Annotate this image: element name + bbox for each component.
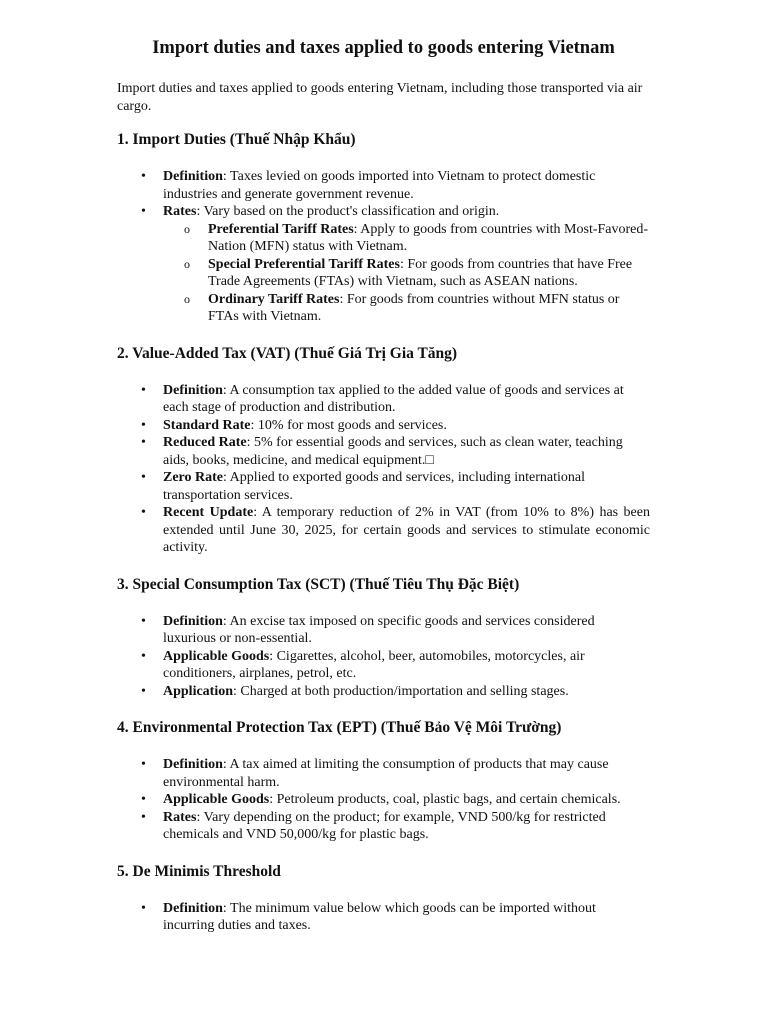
list-item-term: Rates (163, 809, 197, 825)
section-heading-import-duties: 1. Import Duties (Thuế Nhập Khẩu) (117, 131, 356, 148)
sub-list-item-text: : Apply to goods from countries with Most-Favored-Nation (MFN) status with Vietnam. (208, 221, 649, 254)
circle-bullet-icon: o (184, 221, 190, 236)
list-item-text: : A tax aimed at limiting the consumption of products that may cause environmental harm. (163, 757, 609, 790)
list-item (117, 791, 650, 809)
list-item (117, 756, 650, 791)
bullet-icon: • (141, 792, 146, 807)
sub-list-item-text: : For goods from countries without MFN status or FTAs with Vietnam. (208, 291, 620, 324)
section-heading-ept: 4. Environmental Protection Tax (EPT) (Thuế Bảo Vệ Môi Trường) (117, 719, 562, 736)
list-item-term: Reduced Rate (163, 435, 247, 450)
list-item (117, 900, 650, 935)
list-item-text: : The minimum value below which goods can be imported without incurring duties and taxes. (163, 900, 596, 933)
sub-list-item (163, 221, 650, 256)
bullet-icon: • (141, 470, 146, 485)
list-item-term: Definition (163, 613, 223, 629)
bullet-icon: • (141, 204, 146, 219)
list-item-term: Definition (163, 900, 223, 916)
list-item (117, 648, 650, 683)
list-item-term: Recent Update (163, 505, 254, 520)
list-item-text: : A consumption tax applied to the added value of goods and services at each stage of production and distribution. (163, 382, 624, 415)
sub-list-item-term: Preferential Tariff Rates (208, 221, 354, 237)
section-list-ept (117, 756, 650, 844)
sub-list-rates (163, 221, 650, 326)
bullet-icon: • (141, 757, 146, 772)
bullet-icon: • (141, 809, 146, 825)
bullet-icon: • (141, 505, 146, 520)
section-list-import-duties (117, 168, 650, 326)
list-item-text: : Petroleum products, coal, plastic bags, and certain chemicals. (269, 792, 621, 807)
list-item-text: : Vary depending on the product; for example, VND 500/kg for restricted chemicals and VND 50,000/kg for plastic bags. (163, 809, 606, 842)
list-item-text: : Charged at both production/importation and selling stages. (233, 683, 569, 699)
sub-list-item-term: Special Preferential Tariff Rates (208, 256, 400, 272)
list-item-text: : A temporary reduction of 2% in VAT (from 10% to 8%) has been extended until June 30, 2025, for certain goods and services to stimulate economic activity. (163, 505, 650, 555)
bullet-icon: • (141, 382, 146, 398)
section-heading-vat: 2. Value-Added Tax (VAT) (Thuế Giá Trị Gia Tăng) (117, 344, 458, 362)
list-item-text: : 10% for most goods and services. (250, 417, 447, 433)
list-item (117, 809, 650, 844)
list-item-term: Applicable Goods (163, 648, 270, 664)
sub-list-item (163, 256, 650, 291)
circle-bullet-icon: o (184, 291, 190, 306)
bullet-icon: • (141, 683, 146, 699)
bullet-icon: • (141, 169, 146, 184)
list-item (117, 168, 650, 203)
circle-bullet-icon: o (184, 256, 190, 271)
bullet-icon: • (141, 417, 146, 433)
list-item-term: Definition (163, 382, 223, 398)
document-title: Import duties and taxes applied to goods entering Vietnam (152, 38, 615, 58)
list-item-text: : Vary based on the product's classification and origin. (196, 204, 500, 219)
sub-list-item (163, 291, 650, 326)
list-item-text: : Cigarettes, alcohol, beer, automobiles, motorcycles, air conditioners, airplanes, petrol, etc. (163, 648, 585, 681)
bullet-icon: • (141, 648, 146, 664)
list-item (117, 469, 650, 504)
list-item (117, 504, 650, 557)
list-item-term: Applicable Goods (163, 792, 270, 807)
list-item-term: Definition (163, 169, 223, 184)
list-item-text: : Taxes levied on goods imported into Vietnam to protect domestic industries and generate government revenue. (163, 169, 596, 202)
list-item-text: : Applied to exported goods and services, including international transportation services. (163, 470, 585, 503)
sub-list-item-text: : For goods from countries that have Free Trade Agreements (FTAs) with Vietnam, such as ASEAN nations. (208, 256, 633, 289)
list-item-term: Definition (163, 757, 223, 772)
bullet-icon: • (141, 613, 146, 629)
list-item (117, 683, 650, 701)
section-heading-de-minimis: 5. De Minimis Threshold (117, 862, 281, 880)
bullet-icon: • (141, 900, 146, 916)
list-item-text: : An excise tax imposed on specific goods and services considered luxurious or non-essential. (163, 613, 595, 646)
bullet-icon: • (141, 435, 146, 450)
list-item (117, 417, 650, 435)
list-item-term: Zero Rate (163, 470, 223, 485)
section-heading-sct: 3. Special Consumption Tax (SCT) (Thuế Tiêu Thụ Đặc Biệt) (117, 575, 520, 593)
list-item (117, 613, 650, 648)
list-item-term: Rates (163, 204, 197, 219)
list-item (117, 203, 650, 326)
list-item-text: : 5% for essential goods and services, such as clean water, teaching aids, books, medicine, and medical equipment.□ (163, 435, 623, 468)
section-list-de-minimis (117, 900, 650, 935)
intro-paragraph: Import duties and taxes applied to goods entering Vietnam, including those transported via air cargo. (117, 81, 643, 114)
section-list-vat (117, 382, 650, 557)
sub-list-item-term: Ordinary Tariff Rates (208, 291, 340, 307)
list-item-term: Standard Rate (163, 417, 251, 433)
section-list-sct (117, 613, 650, 701)
list-item (117, 382, 650, 417)
list-item (117, 434, 650, 469)
list-item-term: Application (163, 683, 234, 699)
